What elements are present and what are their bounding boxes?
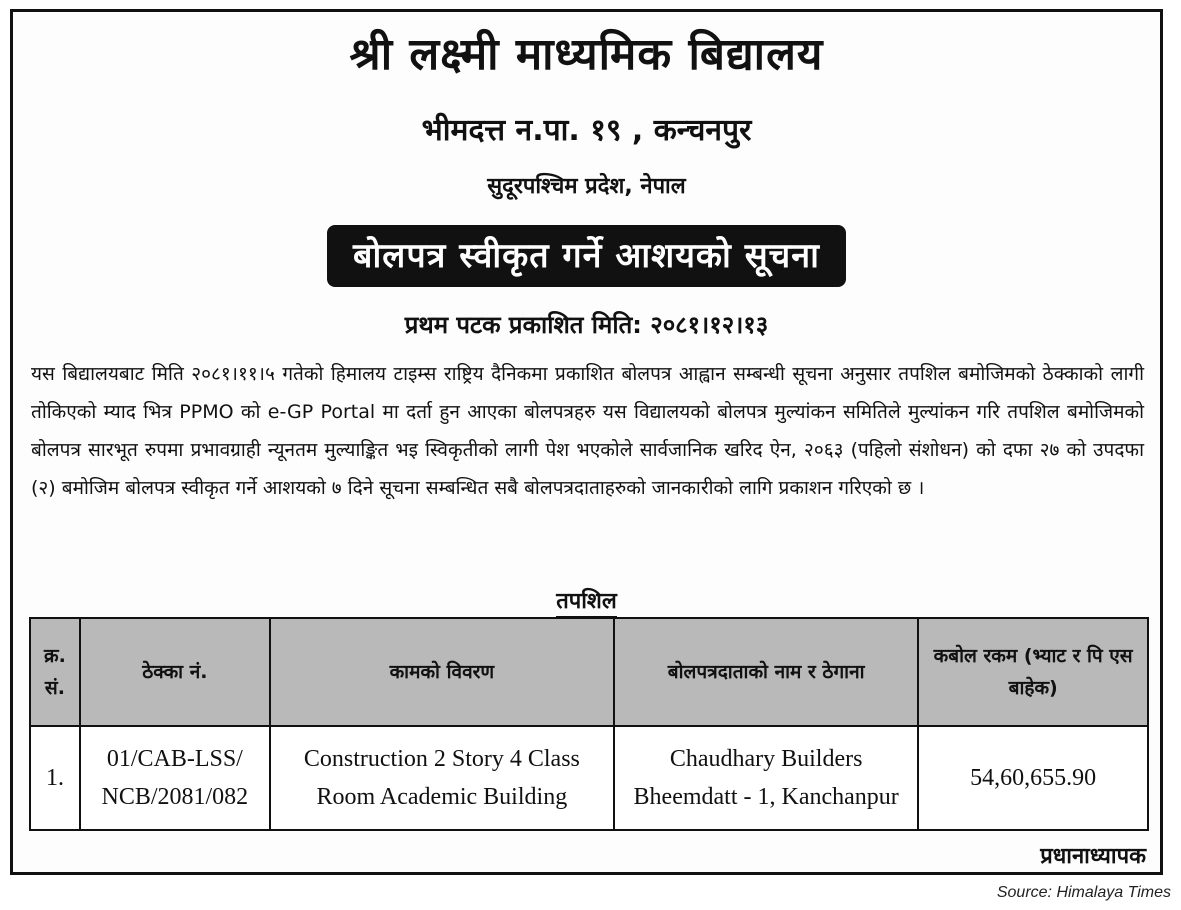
bidder-line2: Bheemdatt - 1, Kanchanpur <box>633 784 899 810</box>
signature: प्रधानाध्यापक <box>1040 844 1146 869</box>
schedule-title-text: तपशिल <box>556 589 617 619</box>
school-address: भीमदत्त न.पा. १९ , कन्चनपुर <box>421 113 752 148</box>
publication-date: प्रथम पटक प्रकाशित मिति: २०८१।१२।१३ <box>404 311 769 339</box>
bidder-line1: Chaudhary Builders <box>669 746 863 772</box>
description-line2: Room Academic Building <box>316 784 568 810</box>
cell-description <box>270 726 614 830</box>
notice-body: यस बिद्यालयबाट मिति २०८१।११।५ गतेको हिमालय टाइम्स राष्ट्रिय दैनिकमा प्रकाशित बोलपत्र आह्वान सम्बन्धी सूचना अनुसार तपशिल बमोजिमको ठेक्काको लागी तोकिएको म्याद भित्र PPMO को e-GP Portal मा दर्ता हुन आएका बोलपत्रहरु यस विद्यालयको बोलपत्र मुल्यांकन समितिले मुल्यांकन गरि तपशिल बमोजिमको बोलपत्र सारभूत रुपमा प्रभावग्राही न्यूनतम मुल्याङ्कित भइ स्विकृतीको लागी पेश भएकोले सार्वजानिक खरिद ऐन, २०६३ (पहिलो संशोधन) को दफा २७ को उपदफा (२) बमोजिम बोलपत्र स्वीकृत गर्ने आशयको ७ दिने सूचना सम्बन्धित सबै बोलपत्रदाताहरुको जानकारीको लागि प्रकाशन गरिएको छ । <box>31 363 1144 499</box>
school-name: श्री लक्ष्मी माध्यमिक बिद्यालय <box>349 29 824 80</box>
schedule-title <box>13 585 1160 615</box>
cell-sn: 1. <box>30 726 80 830</box>
cell-bidder <box>614 726 918 830</box>
cell-contract-no <box>80 726 270 830</box>
table-header-row <box>30 618 1148 726</box>
cell-amount: 54,60,655.90 <box>918 726 1148 830</box>
header-amount: कबोल रकम (भ्याट र पि एस बाहेक) <box>918 618 1148 726</box>
province: सुदूरपश्चिम प्रदेश, नेपाल <box>487 174 686 199</box>
notice-frame <box>10 9 1163 875</box>
contract-no-line1: 01/CAB-LSS/ <box>106 746 243 772</box>
source-credit: Source: Himalaya Times <box>996 884 1171 901</box>
contract-no-line2: NCB/2081/082 <box>101 784 249 810</box>
schedule-table <box>29 617 1149 831</box>
header-description: कामको विवरण <box>270 618 614 726</box>
notice-heading: बोलपत्र स्वीकृत गर्ने आशयको सूचना <box>327 225 846 287</box>
header-contract-no: ठेक्का नं. <box>80 618 270 726</box>
heading-banner <box>13 225 1160 287</box>
header-sn: क्र. सं. <box>30 618 80 726</box>
header-bidder: बोलपत्रदाताको नाम र ठेगाना <box>614 618 918 726</box>
table-row <box>30 726 1148 830</box>
description-line1: Construction 2 Story 4 Class <box>303 746 580 772</box>
